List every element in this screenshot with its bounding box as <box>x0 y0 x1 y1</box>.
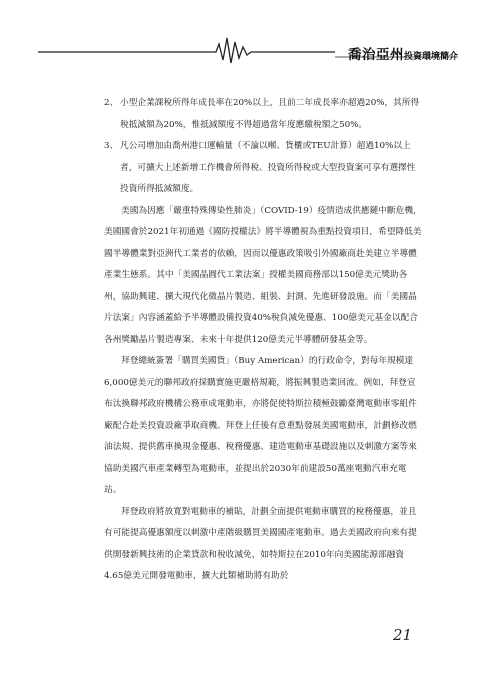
list-item-number: 3、 <box>104 141 119 151</box>
header-title-sub: 投資環境簡介 <box>403 52 458 62</box>
paragraph-buy-american: 拜登總統簽署「購買美國貨」（Buy American）的行政命令，對每年規模達6,000億美元的聯邦政府採購實施更嚴格規範，將振興製造業回流。例如，拜登宣布汰換聯邦政府機構公務車成電動車，亦將促使特斯拉積極鼓勵臺灣電動車零組件廠配合赴美投資設廠爭取商機。拜登上任後有意重點發展美國電動車，計劃修改燃油法規、提供舊車換現金優惠、稅務優惠、建造電動車基礎設施以及刺激方案等來協助美國汽車產業轉型為電動車，並提出於2030年前建設50萬座電動汽車充電站。 <box>104 356 417 495</box>
header-title <box>348 43 458 63</box>
document-body <box>104 93 422 588</box>
list-item-3 <box>104 136 422 201</box>
header-title-main: 喬治亞州 <box>347 47 404 63</box>
paragraph-semiconductor: 美國為因應「嚴重特殊傳染性肺炎」（COVID-19）疫情造成供應鏈中斷危機，美國國會於2021年初通過《國防授權法》將半導體視為重點投資項目，希望降低美國半導體業對亞洲代工業者的依賴，因而以優惠政策吸引外國廠商赴美建立半導體產業生態系。其中「美國晶圓代工業法案」授權美國商務部以150億美元獎助各州，協助興建、擴大現代化微晶片製造、組裝、封測、先進研發設施。而「美國晶片法案」內容涵蓋給予半導體設備投資40%稅負減免優惠、100億美元基金以配合各州獎勵晶片製造專案、未來十年提供120億美元半導體研發基金等。 <box>104 205 422 345</box>
page-number: 21 <box>393 626 413 644</box>
list-item-text: 凡公司增加由喬州港口運輸量（不論以噸、貨櫃或TEU計算）超過10%以上者，可擴大上述新增工作機會所得稅、投資所得稅或大型投資案可享有選擇性投資所得抵減額度。 <box>120 141 416 194</box>
list-item-2 <box>104 93 422 136</box>
page-header <box>0 0 480 70</box>
paragraph-ev-subsidy: 拜登政府將放寬對電動車的補貼，計劃全面提供電動車購買的稅務優惠，並且有可能提高優惠額度以刺激中產階級購買美國國產電動車。過去美國政府向來有提供開發新興技術的企業貸款和稅收減免，如特斯拉在2010年向美國能源部融資4.65億美元開發電動車，擴大此類補助將有助於 <box>104 506 417 581</box>
list-item-number: 2、 <box>104 98 119 108</box>
list-item-text: 小型企業課稅所得年成長率在20%以上，且前二年成長率亦超過20%，其所得稅抵減額為20%，惟抵減額度不得超過當年度應繳稅額之50%。 <box>120 98 420 130</box>
